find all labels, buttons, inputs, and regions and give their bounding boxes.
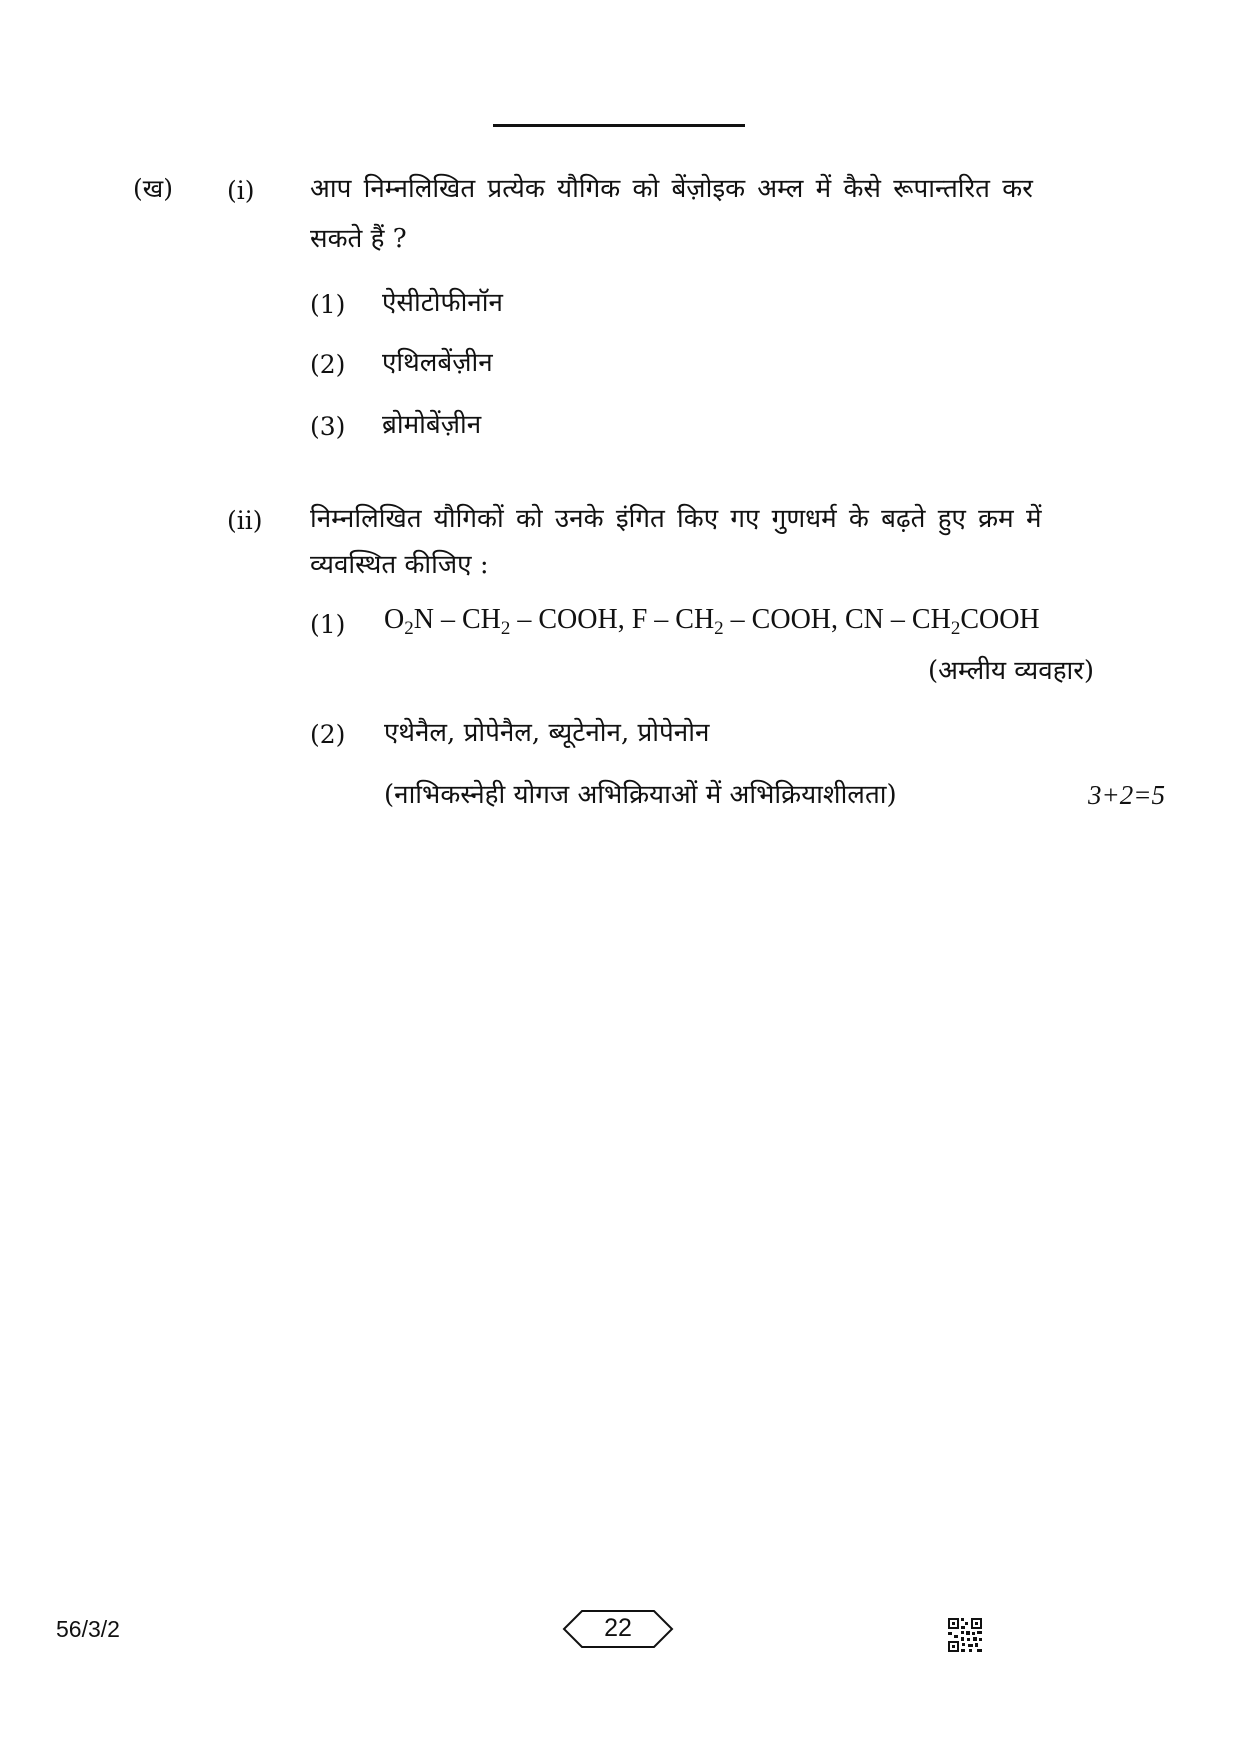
- item-ii-2-num: (2): [310, 720, 346, 749]
- item-i-1-num: (1): [310, 290, 346, 319]
- item-ii-1-num: (1): [310, 610, 346, 639]
- item-ii-2-text: एथेनैल, प्रोपेनैल, ब्यूटेनोन, प्रोपेनोन: [384, 718, 710, 748]
- item-i-2-num: (2): [310, 350, 346, 379]
- item-i-3-text: ब्रोमोबेंज़ीन: [382, 410, 482, 440]
- question-i-line2: सकते हैं ?: [310, 224, 407, 254]
- question-ii-line2: व्यवस्थित कीजिए :: [310, 550, 489, 580]
- formula-part: – COOH, F – CH: [510, 604, 715, 635]
- formula-part: N – CH: [413, 604, 501, 635]
- formula-part: COOH: [960, 604, 1040, 635]
- top-divider: [493, 124, 745, 127]
- sub-ii-label: (ii): [227, 506, 263, 535]
- item-ii-1-property: (अम्लीय व्यवहार): [928, 656, 1095, 686]
- question-i-line1: आप निम्नलिखित प्रत्येक यौगिक को बेंज़ोइक अम्ल में कैसे रूपान्तरित कर: [310, 174, 1033, 204]
- formula-subscript: 2: [950, 618, 961, 639]
- formula-part: O: [384, 604, 405, 635]
- part-label: (ख): [133, 174, 173, 203]
- formula-subscript: 2: [404, 618, 414, 639]
- formula-subscript: 2: [500, 618, 511, 639]
- item-i-1-text: ऐसीटोफीनॉन: [382, 288, 503, 318]
- formula-part: – COOH, CN – CH: [723, 604, 951, 635]
- item-ii-1-formula: [384, 604, 1040, 639]
- question-ii-line1: निम्नलिखित यौगिकों को उनके इंगित किए गए गुणधर्म के बढ़ते हुए क्रम में: [310, 504, 1042, 534]
- marks: 3+2=5: [1088, 780, 1165, 810]
- item-i-3-num: (3): [310, 412, 346, 441]
- sub-i-label: (i): [227, 176, 255, 205]
- qr-code-icon: [947, 1617, 983, 1653]
- page-number-badge: [562, 1609, 674, 1649]
- page-number: 22: [604, 1614, 632, 1642]
- formula-subscript: 2: [714, 618, 724, 639]
- item-i-2-text: एथिलबेंज़ीन: [382, 348, 493, 378]
- paper-code: 56/3/2: [56, 1616, 120, 1642]
- item-ii-2-property: (नाभिकस्नेही योगज अभिक्रियाओं में अभिक्रियाशीलता): [384, 780, 897, 810]
